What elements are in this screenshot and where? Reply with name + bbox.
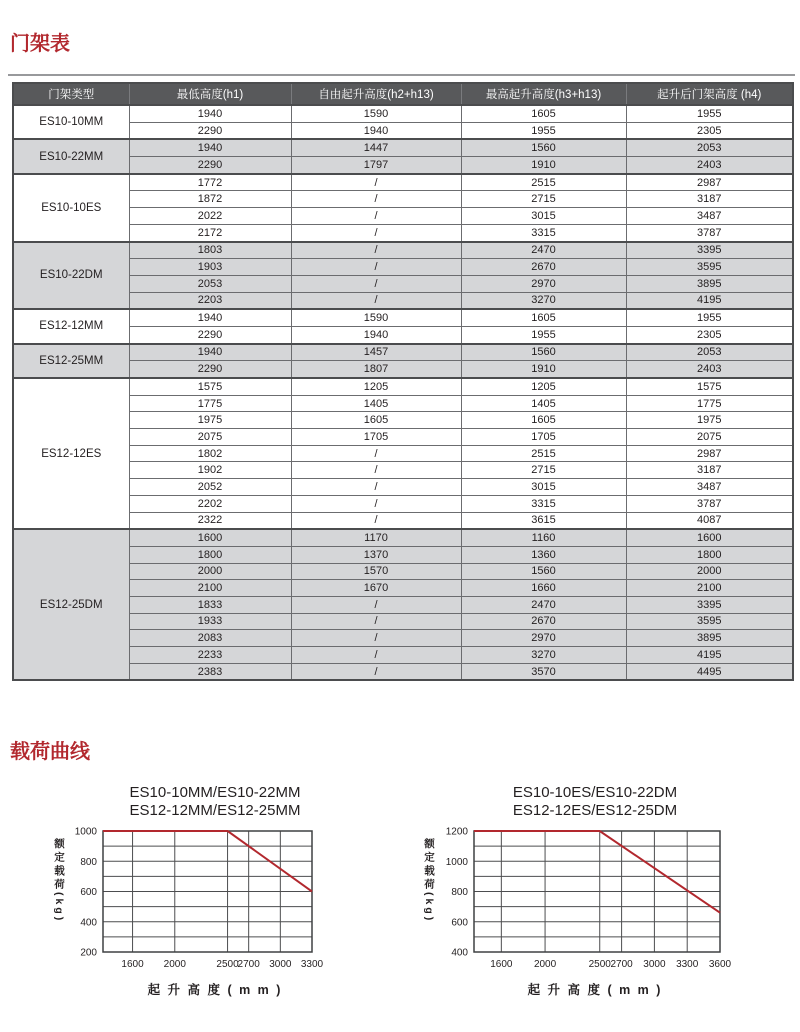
table-row: [13, 309, 793, 326]
value-cell: 1903: [129, 259, 291, 276]
value-cell: 1560: [461, 139, 626, 156]
value-cell: 2083: [129, 630, 291, 647]
chart-title: [75, 784, 355, 820]
value-cell: 1705: [461, 429, 626, 446]
axis-tick-labels: [446, 827, 732, 971]
value-cell: /: [291, 647, 461, 664]
table-row: [13, 139, 793, 156]
table-row: [13, 630, 793, 647]
value-cell: 2305: [626, 122, 793, 139]
svg-text:1000: 1000: [445, 856, 468, 868]
table-row: [13, 647, 793, 664]
value-cell: 3487: [626, 479, 793, 496]
value-cell: 1797: [291, 157, 461, 174]
model-cell: ES12-12MM: [13, 309, 129, 343]
value-cell: 1600: [129, 529, 291, 546]
value-cell: 1933: [129, 613, 291, 630]
value-cell: /: [291, 242, 461, 259]
table-row: [13, 395, 793, 412]
value-cell: 4087: [626, 512, 793, 529]
chart-title: [450, 784, 740, 820]
value-cell: /: [291, 191, 461, 208]
value-cell: 3895: [626, 630, 793, 647]
svg-text:600: 600: [80, 887, 97, 898]
value-cell: 2202: [129, 495, 291, 512]
y-axis-label: 额定载荷(kg): [423, 838, 435, 924]
svg-text:2700: 2700: [237, 959, 260, 970]
table-row: [13, 529, 793, 546]
value-cell: /: [291, 663, 461, 680]
table-row: [13, 580, 793, 597]
value-cell: 3187: [626, 462, 793, 479]
value-cell: 3570: [461, 663, 626, 680]
horizontal-rule: [8, 74, 795, 76]
value-cell: 2403: [626, 157, 793, 174]
value-cell: /: [291, 462, 461, 479]
load-chart-es-dm-models: [400, 784, 750, 1019]
table-row: [13, 157, 793, 174]
value-cell: 3787: [626, 224, 793, 241]
table-row: [13, 563, 793, 580]
value-cell: 1405: [291, 395, 461, 412]
table-row: [13, 429, 793, 446]
value-cell: 3595: [626, 613, 793, 630]
value-cell: 3315: [461, 495, 626, 512]
value-cell: /: [291, 445, 461, 462]
load-curve: [474, 831, 720, 913]
table-row: [13, 208, 793, 225]
value-cell: 1955: [626, 105, 793, 122]
value-cell: 1170: [291, 529, 461, 546]
value-cell: 1902: [129, 462, 291, 479]
chart-title-line2: ES12-12ES/ES12-25DM: [512, 802, 678, 819]
value-cell: 4495: [626, 663, 793, 680]
table-row: [13, 361, 793, 378]
value-cell: 2075: [129, 429, 291, 446]
table-row: [13, 378, 793, 395]
value-cell: 3787: [626, 495, 793, 512]
column-header: 门架类型: [13, 83, 129, 105]
table-row: [13, 546, 793, 563]
value-cell: 3487: [626, 208, 793, 225]
table-row: [13, 242, 793, 259]
value-cell: 2987: [626, 445, 793, 462]
value-cell: 1833: [129, 596, 291, 613]
load-chart-mm-models: [30, 784, 365, 1019]
svg-text:200: 200: [80, 947, 97, 959]
value-cell: 1447: [291, 139, 461, 156]
value-cell: 1807: [291, 361, 461, 378]
table-row: [13, 191, 793, 208]
value-cell: 2715: [461, 462, 626, 479]
model-cell: ES10-10MM: [13, 105, 129, 139]
value-cell: 3595: [626, 259, 793, 276]
value-cell: 4195: [626, 292, 793, 309]
model-cell: ES12-25DM: [13, 529, 129, 680]
model-cell: ES12-12ES: [13, 378, 129, 529]
svg-text:400: 400: [80, 917, 97, 929]
table-row: [13, 292, 793, 309]
value-cell: 1802: [129, 445, 291, 462]
value-cell: 2000: [626, 563, 793, 580]
table-row: [13, 412, 793, 429]
value-cell: 1955: [461, 122, 626, 139]
axis-tick-labels: [75, 827, 324, 971]
y-axis-label: 额定载荷(kg): [53, 838, 65, 924]
table-row: [13, 613, 793, 630]
value-cell: 1940: [129, 344, 291, 361]
value-cell: /: [291, 174, 461, 191]
table-row: [13, 259, 793, 276]
table-row: [13, 224, 793, 241]
column-header: 起升后门架高度 (h4): [626, 83, 793, 105]
value-cell: 2233: [129, 647, 291, 664]
value-cell: /: [291, 208, 461, 225]
table-row: [13, 122, 793, 139]
grid-lines: [474, 831, 720, 952]
value-cell: 1940: [129, 105, 291, 122]
column-header: 自由起升高度(h2+h13): [291, 83, 461, 105]
x-axis-title: 起 升 高 度 ( m m ): [527, 983, 663, 997]
svg-text:3000: 3000: [643, 959, 666, 970]
value-cell: 1605: [461, 105, 626, 122]
value-cell: 3015: [461, 479, 626, 496]
value-cell: 2987: [626, 174, 793, 191]
value-cell: /: [291, 630, 461, 647]
value-cell: 3615: [461, 512, 626, 529]
value-cell: 1955: [626, 309, 793, 326]
chart-title-line2: ES12-12MM/ES12-25MM: [129, 802, 301, 819]
svg-text:1200: 1200: [445, 826, 468, 838]
table-row: [13, 663, 793, 680]
svg-text:2500: 2500: [216, 959, 239, 970]
value-cell: 1772: [129, 174, 291, 191]
column-header: 最低高度(h1): [129, 83, 291, 105]
table-row: [13, 174, 793, 191]
value-cell: 1800: [129, 546, 291, 563]
value-cell: 1405: [461, 395, 626, 412]
value-cell: 2470: [461, 242, 626, 259]
value-cell: 2515: [461, 174, 626, 191]
table-row: [13, 105, 793, 122]
value-cell: 1800: [626, 546, 793, 563]
value-cell: 2172: [129, 224, 291, 241]
value-cell: 1955: [461, 326, 626, 343]
table-row: [13, 479, 793, 496]
value-cell: 1975: [129, 412, 291, 429]
value-cell: 1575: [626, 378, 793, 395]
value-cell: 2075: [626, 429, 793, 446]
svg-text:3000: 3000: [269, 959, 292, 970]
column-header: 最高起升高度(h3+h13): [461, 83, 626, 105]
value-cell: 2322: [129, 512, 291, 529]
value-cell: /: [291, 479, 461, 496]
value-cell: 3187: [626, 191, 793, 208]
value-cell: 1160: [461, 529, 626, 546]
value-cell: 1940: [129, 309, 291, 326]
value-cell: 2383: [129, 663, 291, 680]
value-cell: /: [291, 275, 461, 292]
svg-text:2500: 2500: [588, 959, 611, 970]
table-row: [13, 344, 793, 361]
value-cell: 1705: [291, 429, 461, 446]
chart-title-line1: ES10-10ES/ES10-22DM: [512, 784, 678, 801]
value-cell: 1605: [461, 309, 626, 326]
value-cell: 2305: [626, 326, 793, 343]
value-cell: 2715: [461, 191, 626, 208]
value-cell: /: [291, 613, 461, 630]
value-cell: 2515: [461, 445, 626, 462]
value-cell: /: [291, 512, 461, 529]
svg-text:3300: 3300: [676, 959, 699, 970]
table-row: [13, 275, 793, 292]
mast-table-header: [13, 83, 793, 105]
value-cell: 2670: [461, 259, 626, 276]
svg-text:1000: 1000: [74, 826, 97, 838]
mast-table: [12, 82, 794, 681]
value-cell: 2100: [626, 580, 793, 597]
value-cell: 2290: [129, 122, 291, 139]
value-cell: 2290: [129, 326, 291, 343]
value-cell: /: [291, 259, 461, 276]
load-curves-title: 载荷曲线: [10, 741, 90, 763]
svg-text:800: 800: [451, 887, 468, 898]
grid-lines: [103, 831, 312, 952]
svg-text:600: 600: [451, 917, 468, 929]
value-cell: 1575: [129, 378, 291, 395]
value-cell: 1975: [626, 412, 793, 429]
value-cell: 1775: [626, 395, 793, 412]
svg-text:3300: 3300: [300, 959, 324, 970]
table-row: [13, 596, 793, 613]
table-row: [13, 462, 793, 479]
value-cell: 3395: [626, 242, 793, 259]
value-cell: 2053: [626, 344, 793, 361]
value-cell: 2022: [129, 208, 291, 225]
svg-text:2700: 2700: [610, 959, 633, 970]
table-row: [13, 495, 793, 512]
value-cell: 2203: [129, 292, 291, 309]
value-cell: 1910: [461, 157, 626, 174]
value-cell: /: [291, 224, 461, 241]
value-cell: 1872: [129, 191, 291, 208]
svg-text:800: 800: [80, 856, 97, 868]
value-cell: 1670: [291, 580, 461, 597]
load-curve-plot: [430, 820, 750, 980]
value-cell: 3315: [461, 224, 626, 241]
value-cell: 2000: [129, 563, 291, 580]
mast-table-title: 门架表: [10, 33, 70, 55]
value-cell: 1590: [291, 105, 461, 122]
value-cell: 3270: [461, 292, 626, 309]
value-cell: 1775: [129, 395, 291, 412]
value-cell: 1660: [461, 580, 626, 597]
value-cell: 1370: [291, 546, 461, 563]
table-row: [13, 445, 793, 462]
svg-text:1600: 1600: [490, 959, 513, 970]
value-cell: 1590: [291, 309, 461, 326]
load-curve-plot: [60, 820, 360, 980]
value-cell: 2470: [461, 596, 626, 613]
value-cell: 2290: [129, 157, 291, 174]
svg-text:2000: 2000: [533, 959, 557, 970]
value-cell: 1940: [129, 139, 291, 156]
value-cell: 2052: [129, 479, 291, 496]
model-cell: ES12-25MM: [13, 344, 129, 378]
value-cell: 1940: [291, 122, 461, 139]
model-cell: ES10-10ES: [13, 174, 129, 242]
value-cell: 1560: [461, 344, 626, 361]
value-cell: /: [291, 596, 461, 613]
table-row: [13, 326, 793, 343]
value-cell: 1457: [291, 344, 461, 361]
svg-text:3600: 3600: [708, 959, 732, 970]
value-cell: 3895: [626, 275, 793, 292]
mast-table-body: [13, 105, 793, 680]
value-cell: 2970: [461, 630, 626, 647]
svg-text:400: 400: [451, 947, 468, 959]
value-cell: 1605: [291, 412, 461, 429]
x-axis-title: 起 升 高 度 ( m m ): [147, 983, 283, 997]
model-cell: ES10-22DM: [13, 242, 129, 310]
table-row: [13, 512, 793, 529]
value-cell: 1910: [461, 361, 626, 378]
model-cell: ES10-22MM: [13, 139, 129, 173]
value-cell: 2970: [461, 275, 626, 292]
value-cell: 1803: [129, 242, 291, 259]
value-cell: 4195: [626, 647, 793, 664]
header-row: [13, 83, 793, 105]
value-cell: 1570: [291, 563, 461, 580]
value-cell: 1205: [291, 378, 461, 395]
value-cell: 1360: [461, 546, 626, 563]
value-cell: 3395: [626, 596, 793, 613]
value-cell: 3270: [461, 647, 626, 664]
value-cell: 1605: [461, 412, 626, 429]
value-cell: 2100: [129, 580, 291, 597]
value-cell: 1205: [461, 378, 626, 395]
svg-text:2000: 2000: [163, 959, 186, 970]
value-cell: 2053: [626, 139, 793, 156]
value-cell: 2670: [461, 613, 626, 630]
chart-title-line1: ES10-10MM/ES10-22MM: [129, 784, 301, 801]
value-cell: 3015: [461, 208, 626, 225]
value-cell: 2403: [626, 361, 793, 378]
value-cell: /: [291, 292, 461, 309]
value-cell: 2290: [129, 361, 291, 378]
value-cell: 1560: [461, 563, 626, 580]
value-cell: 2053: [129, 275, 291, 292]
value-cell: 1600: [626, 529, 793, 546]
value-cell: 1940: [291, 326, 461, 343]
value-cell: /: [291, 495, 461, 512]
svg-text:1600: 1600: [121, 959, 144, 970]
